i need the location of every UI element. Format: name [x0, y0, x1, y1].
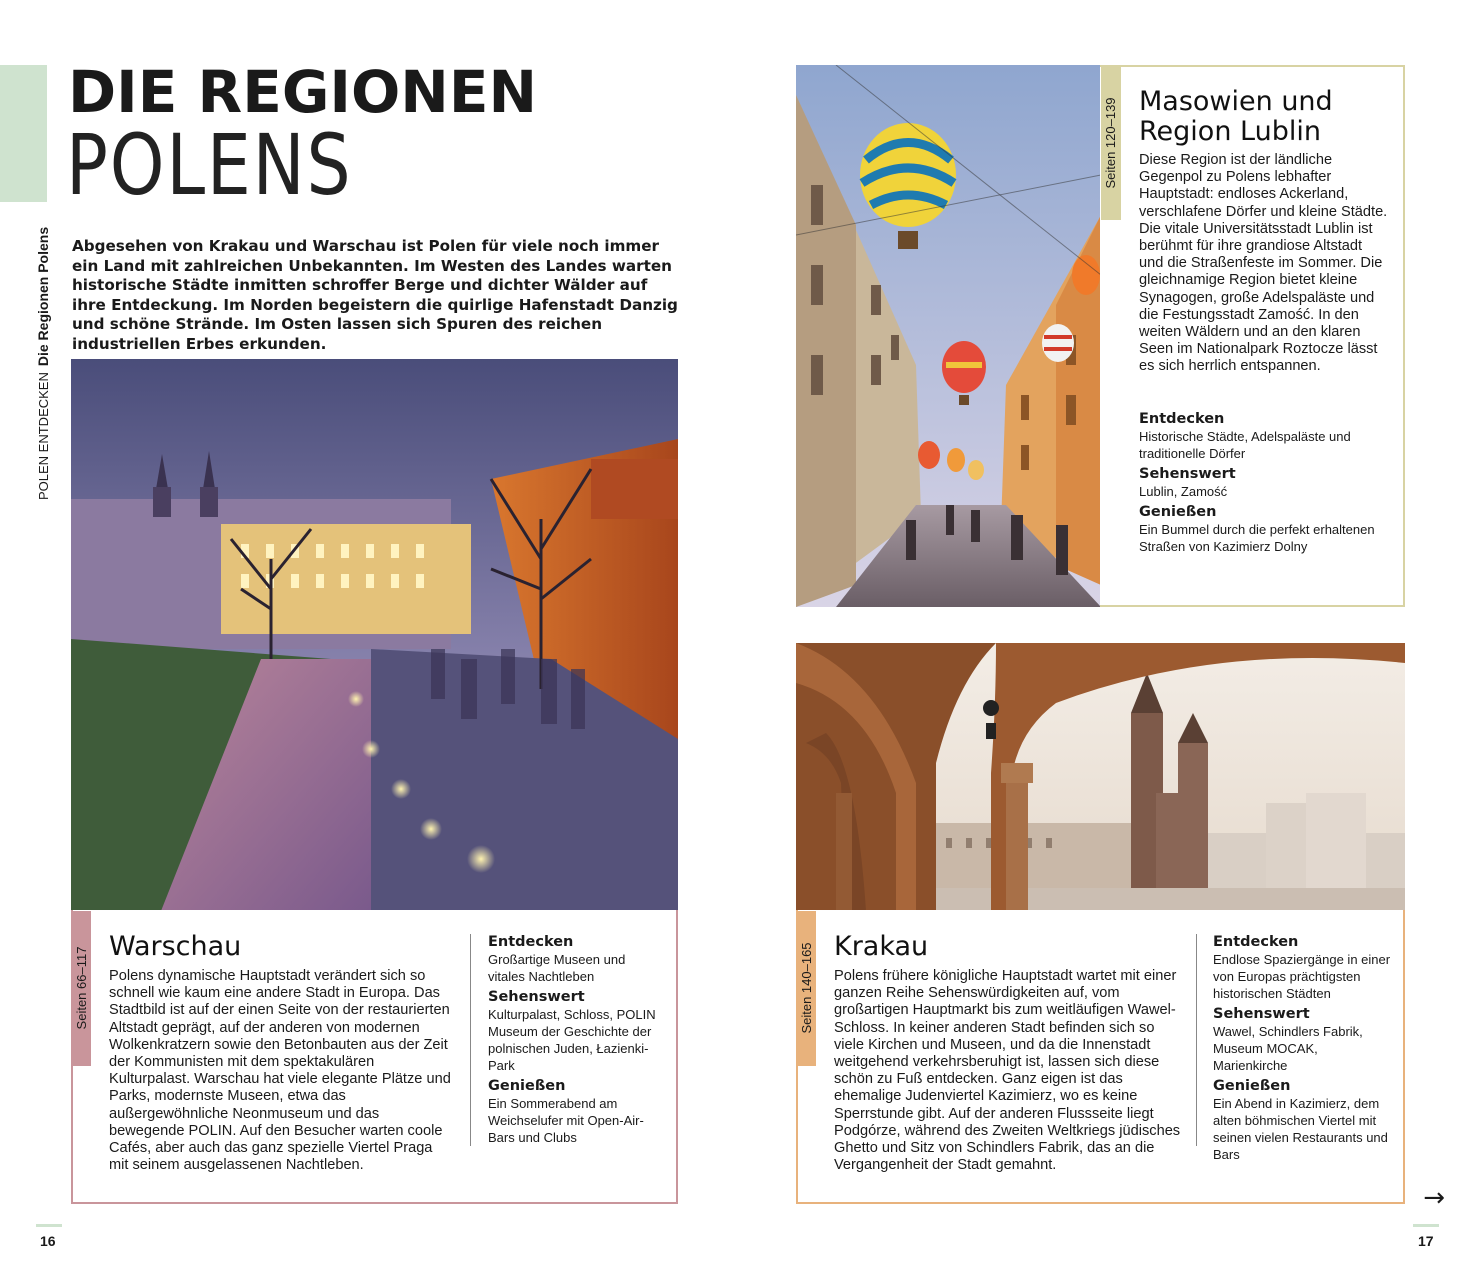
- masowien-geniessen-text: Ein Bummel durch die perfekt erhaltenen Straßen von Kazimierz Dolny: [1139, 522, 1375, 554]
- warschau-entdecken-text: Großartige Museen und vitales Nachtleben: [488, 952, 626, 984]
- warschau-entdecken-heading: Entdecken: [488, 934, 574, 950]
- section-color-tab: [0, 65, 47, 202]
- masowien-entdecken-heading: Entdecken: [1139, 411, 1225, 427]
- intro-paragraph: Abgesehen von Krakau und Warschau ist Polen für viele noch immer ein Land mit zahlreichen Unbekannten. Im Westen des Landes warten historische Städte inmitten schroffer Berge und dichter Wälder auf ihre Entdeckung. Im Norden begeistern die quirlige Hafenstadt Danzig und schöne Strände. Im Osten lassen sich Spuren des reichen industriellen Erbes erkunden.: [72, 237, 678, 353]
- masowien-geniessen-heading: Genießen: [1139, 504, 1217, 520]
- krakau-sehenswert-text: Wawel, Schindlers Fabrik, Museum MOCAK, Marienkirche: [1213, 1024, 1363, 1073]
- side-subtitle: Die Regionen Polens: [35, 226, 51, 367]
- masowien-text: Diese Region ist der ländliche Gegenpol zu Polens lebhafter Hauptstadt: endloses Ackerland, verschlafene Dörfer und kleine Städte. Die vitale Universitätsstadt Lublin ist berühmt für ihre grandiose Altstadt und die Straßenfeste im Sommer. Die gleichnamige Region bietet kleine Synagogen, große Adelspaläste und die Festungsstadt Zamość. In den weiten Wäldern und an den klaren Seen im Nationalpark Roztocze lässt es sich herrlich entspannen.: [1139, 152, 1388, 375]
- page-number-left: 16: [40, 1233, 56, 1249]
- krakau-photo: [796, 643, 1405, 911]
- warschau-pages-tab: [72, 911, 91, 1066]
- warschau-title: Warschau: [109, 931, 242, 962]
- krakau-facts: [1213, 930, 1393, 1163]
- warschau-facts: [488, 930, 663, 1146]
- masowien-entdecken-text: Historische Städte, Adelspaläste und traditionelle Dörfer: [1139, 429, 1351, 461]
- warschau-sehenswert-text: Kulturpalast, Schloss, POLIN Museum der Geschichte der polnischen Juden, Łazienki-Park: [488, 1007, 656, 1073]
- masowien-title-line2: Region Lublin: [1139, 116, 1321, 147]
- page-title-line1: DIE REGIONEN: [68, 58, 538, 126]
- krakau-text: Polens frühere königliche Hauptstadt wartet mit einer ganzen Reihe Sehenswürdigkeiten auf, vom großartigen Hauptmarkt bis zum weitläufigen Wawel-Schloss. In keiner anderen Stadt befinden sich so viele Kirchen und Museen, und da die Innenstadt weitgehend verkehrsberuhigt ist, lassen sich diese schön zu Fuß entdecken. Ganz eigen ist das ehemalige Judenviertel Kazimierz, wo es keine Sperrstunde gibt. Auf der anderen Flussseite liegt Podgórze, während des Zweiten Weltkriegs jüdisches Ghetto und Sitz von Schindlers Fabrik, das an die Vergangenheit der Stadt gemahnt.: [834, 968, 1181, 1174]
- side-running-head: [34, 200, 52, 500]
- masowien-photo: [796, 65, 1101, 607]
- krakau-geniessen-text: Ein Abend in Kazimierz, dem alten böhmischen Viertel mit seinen vielen Restaurants und Bars: [1213, 1096, 1388, 1162]
- side-section-label: POLEN ENTDECKEN: [36, 372, 51, 500]
- masowien-sehenswert-heading: Sehenswert: [1139, 466, 1236, 482]
- krakau-pages-tab: [797, 911, 816, 1066]
- arrow-right-icon: →: [1423, 1183, 1445, 1213]
- masowien-title-line1: Masowien und: [1139, 86, 1333, 117]
- page-number-right: 17: [1418, 1233, 1434, 1249]
- page-number-bar-left: [36, 1224, 62, 1227]
- page-title-line2: POLENS: [66, 116, 353, 214]
- krakau-title: Krakau: [834, 931, 929, 962]
- masowien-sehenswert-text: Lublin, Zamość: [1139, 484, 1228, 499]
- page-number-bar-right: [1413, 1224, 1439, 1227]
- warschau-text: Polens dynamische Hauptstadt verändert sich so schnell wie kaum eine andere Stadt in Europa. Das Stadtbild ist auf der einen Seite von der restaurierten Altstadt geprägt, auf der anderen von modernen Wolkenkratzern sowie den Betonbauten aus der Zeit der Kommunisten mit dem spektakulären Kulturpalast. Warschau hat viele elegante Plätze und Parks, modernste Museen, etwa das außergewöhnliche Neonmuseum und das bewegende POLIN. Auf den Besucher warten coole Cafés, aber auch das ganz spezielle Viertel Praga mit seinem ausgelassenen Nachtleben.: [109, 968, 451, 1174]
- masowien-facts: [1139, 407, 1389, 555]
- krakau-pages-label: Seiten 140–165: [799, 942, 814, 1034]
- warschau-geniessen-heading: Genießen: [488, 1078, 566, 1094]
- masowien-pages-label: Seiten 120–139: [1103, 97, 1118, 189]
- krakau-entdecken-heading: Entdecken: [1213, 934, 1299, 950]
- warschau-geniessen-text: Ein Sommerabend am Weichselufer mit Open-Air-Bars und Clubs: [488, 1096, 644, 1145]
- warschau-photo: [71, 359, 678, 911]
- warschau-pages-label: Seiten 66–117: [74, 946, 89, 1030]
- warschau-sehenswert-heading: Sehenswert: [488, 989, 585, 1005]
- krakau-geniessen-heading: Genießen: [1213, 1078, 1291, 1094]
- krakau-entdecken-text: Endlose Spaziergänge in einer von Europas prächtigsten historischen Städten: [1213, 952, 1391, 1001]
- masowien-pages-tab: [1101, 67, 1121, 220]
- krakau-sehenswert-heading: Sehenswert: [1213, 1006, 1310, 1022]
- warschau-divider: [470, 934, 471, 1146]
- krakau-divider: [1196, 934, 1197, 1146]
